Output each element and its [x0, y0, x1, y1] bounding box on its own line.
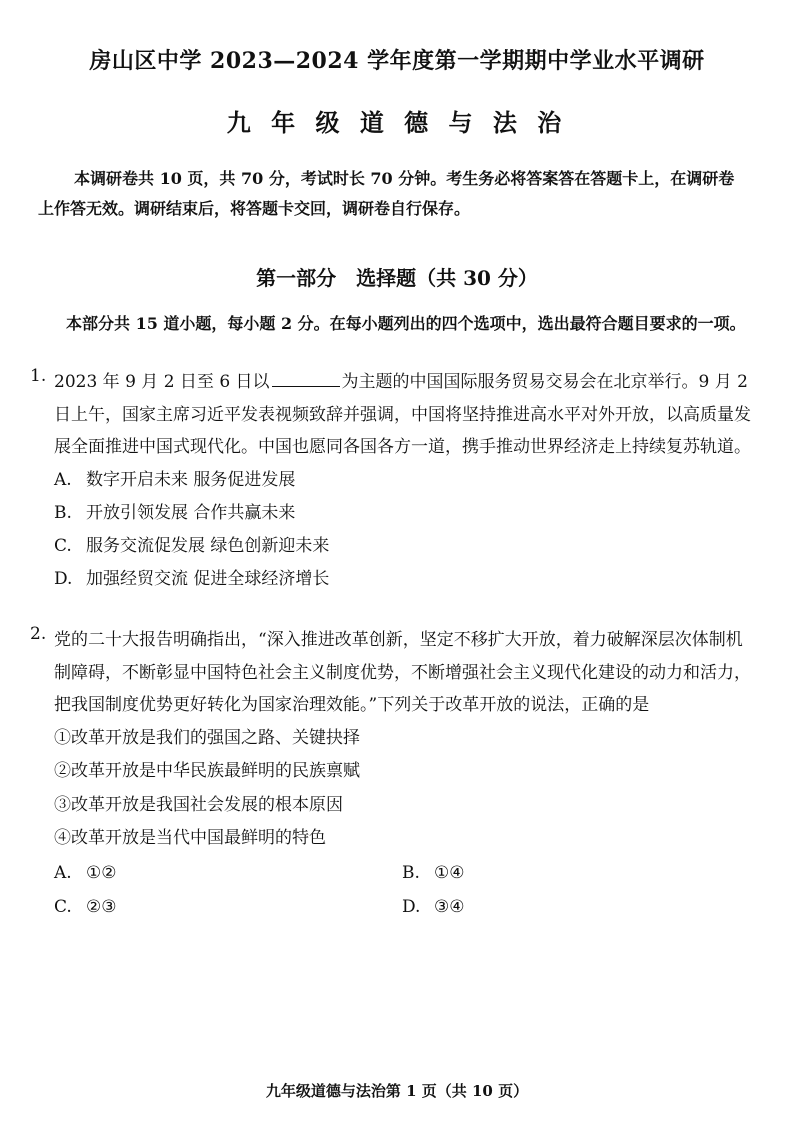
question-2: [30, 624, 755, 928]
statement-2: ②改革开放是中华民族最鲜明的民族禀赋: [54, 761, 360, 781]
option-text: 开放引领发展 合作共赢未来: [86, 502, 296, 523]
option-label: B.: [402, 862, 420, 883]
stem-text-after-blank: 为主题的中国国际服务贸易交易会在北京举行。9 月 2 日上午，国家主席习近平发表视频致辞并强调，中国将坚持推进高水平对外开放，以高质量发展全面推进中国式现代化。中国也愿同各国各方一道，携手推动世界经济走上持续复苏轨道。: [54, 372, 751, 457]
exam-title: 房山区中学 2023—2024 学年度第一学期期中学业水平调研: [89, 48, 705, 74]
option-text: 数字开启未来 服务促进发展: [86, 469, 296, 490]
exam-instructions: 本调研卷共 10 页，共 70 分，考试时长 70 分钟。考生务必将答案答在答题卡上，在调研卷上作答无效。调研结束后，将答题卡交回，调研卷自行保存。: [38, 169, 735, 218]
fill-blank: [272, 368, 340, 387]
option-text: ②③: [86, 896, 117, 917]
option-a: [54, 856, 116, 890]
stem-text-before-blank: 2023 年 9 月 2 日至 6 日以: [54, 372, 270, 392]
option-text: ①④: [434, 862, 465, 883]
option-label: B.: [54, 502, 72, 523]
option-label: D.: [402, 896, 421, 917]
option-b: [402, 856, 464, 890]
option-text: 加强经贸交流 促进全球经济增长: [86, 568, 330, 589]
question-number: 2.: [30, 624, 47, 644]
option-label: C.: [54, 896, 72, 917]
option-a: [54, 464, 755, 497]
subject-title: 九 年 级 道 德 与 法 治: [226, 108, 568, 137]
page-footer: 九年级道德与法治第 1 页（共 10 页）: [265, 1082, 529, 1100]
option-label: D.: [54, 568, 73, 589]
option-text: ①②: [86, 862, 117, 883]
option-b: [54, 497, 755, 530]
question-stem: 党的二十大报告明确指出，“深入推进改革创新，坚定不移扩大开放，着力破解深层次体制机制障碍，不断彰显中国特色社会主义制度优势，不断增强社会主义现代化建设的动力和活力，把我国制度优势更好转化为国家治理效能。”下列关于改革开放的说法，正确的是: [54, 630, 751, 715]
option-c: [54, 530, 755, 563]
section-instructions: 本部分共 15 道小题，每小题 2 分。在每小题列出的四个选项中，选出最符合题目要求的一项。: [66, 314, 746, 333]
option-label: C.: [54, 535, 72, 556]
question-stem: [54, 366, 755, 464]
option-text: ③④: [434, 896, 465, 917]
question-number: 1.: [30, 366, 47, 386]
option-c: [54, 890, 116, 924]
option-d: [402, 890, 464, 924]
option-d: [54, 563, 755, 596]
options-grid: [54, 856, 755, 928]
section-title: 第一部分 选择题（共 30 分）: [256, 266, 538, 290]
option-label: A.: [54, 862, 72, 883]
statement-4: ④改革开放是当代中国最鲜明的特色: [54, 828, 326, 848]
statement-3: ③改革开放是我国社会发展的根本原因: [54, 794, 343, 815]
option-text: 服务交流促发展 绿色创新迎未来: [86, 535, 330, 556]
question-1: [30, 366, 755, 596]
option-label: A.: [54, 469, 72, 490]
statement-1: ①改革开放是我们的强国之路、关键抉择: [54, 727, 360, 748]
